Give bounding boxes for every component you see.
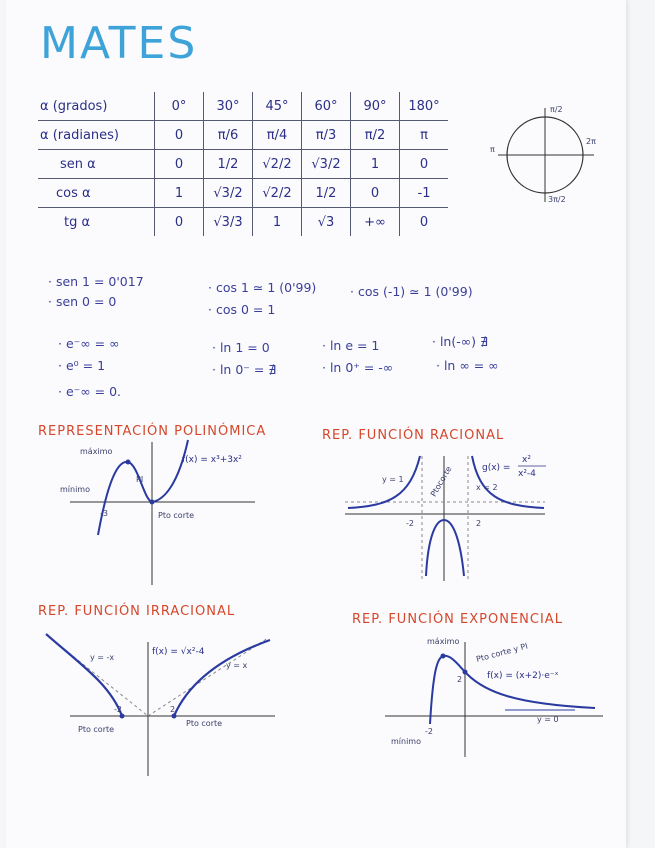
exp-max-point xyxy=(441,654,446,659)
table-row xyxy=(38,208,448,237)
rational-func-prefix: g(x) = xyxy=(482,463,511,473)
table-cell: π/4 xyxy=(253,121,302,150)
exp-func-label: f(x) = (x+2)·e⁻ˣ xyxy=(487,671,559,681)
formula-ln-inf: · ln ∞ = ∞ xyxy=(436,358,499,373)
table-cell: 180° xyxy=(400,92,449,121)
circle-top-label: π/2 xyxy=(550,105,563,114)
poly-min-label: mínimo xyxy=(60,485,90,494)
exp-corte-label: Pto corte y PI xyxy=(475,641,529,664)
row-label-cos: cos α xyxy=(38,179,155,208)
unit-circle-diagram xyxy=(490,100,610,210)
formula-ln0neg: · ln 0⁻ = ∄ xyxy=(212,362,277,377)
formula-ln0pos: · ln 0⁺ = -∞ xyxy=(322,360,394,375)
table-cell: 0 xyxy=(155,121,204,150)
table-cell: -1 xyxy=(400,179,449,208)
table-cell: √3 xyxy=(302,208,351,237)
formula-cos0: · cos 0 = 1 xyxy=(208,302,276,317)
section-title-exponential: REP. FUNCIÓN EXPONENCIAL xyxy=(352,612,563,627)
irrational-graph xyxy=(40,628,280,778)
rational-tick-right: 2 xyxy=(476,519,482,528)
row-label-tan: tg α xyxy=(38,208,155,237)
formula-ln-neg-inf: · ln(-∞) ∄ xyxy=(432,334,488,349)
formula-ln1: · ln 1 = 0 xyxy=(212,340,270,355)
table-row xyxy=(38,121,448,150)
irrational-asym-left-label: y = -x xyxy=(90,653,115,662)
formula-lne: · ln e = 1 xyxy=(322,338,380,353)
table-cell: 0° xyxy=(155,92,204,121)
poly-pi-label: PI xyxy=(136,475,144,484)
circle-left-label: π xyxy=(490,145,495,154)
irrational-tick-right: 2 xyxy=(170,705,176,714)
rational-note: Ptocorte xyxy=(428,464,454,499)
table-cell: 0 xyxy=(155,208,204,237)
table-cell: √3/2 xyxy=(302,150,351,179)
table-cell: 0 xyxy=(400,208,449,237)
irrational-func-label: f(x) = √x²-4 xyxy=(152,647,205,657)
table-cell: √3/3 xyxy=(204,208,253,237)
poly-max-label: máximo xyxy=(80,447,113,456)
rational-curve-middle xyxy=(426,520,464,576)
formula-sen0: · sen 0 = 0 xyxy=(48,294,117,309)
formula-e0: · e⁰ = 1 xyxy=(58,358,106,373)
poly-min-point xyxy=(150,500,155,505)
exp-corte-point xyxy=(463,670,468,675)
exp-min-label: mínimo xyxy=(391,737,421,746)
irrational-asym-right-label: y = x xyxy=(226,661,248,670)
formula-sen1: · sen 1 = 0'017 xyxy=(48,274,144,289)
table-cell: 0 xyxy=(400,150,449,179)
row-label-radians: α (radianes) xyxy=(38,121,155,150)
table-cell: √3/2 xyxy=(204,179,253,208)
formula-e-neg-inf: · e⁻∞ = ∞ xyxy=(58,336,120,351)
row-label-sin: sen α xyxy=(38,150,155,179)
rational-tick-left: -2 xyxy=(406,519,414,528)
table-cell: √2/2 xyxy=(253,179,302,208)
irrational-corte-left: Pto corte xyxy=(78,725,115,734)
table-cell: 0 xyxy=(351,179,400,208)
poly-corte-label: Pto corte xyxy=(158,511,195,520)
exponential-graph xyxy=(385,632,605,762)
table-row xyxy=(38,92,448,121)
irrational-corte-right: Pto corte xyxy=(186,719,223,728)
page-title: MATES xyxy=(40,18,198,69)
formula-e-neg: · e⁻∞ = 0. xyxy=(58,384,121,399)
rational-asym-left-label: y = 1 xyxy=(382,475,404,484)
table-cell: 60° xyxy=(302,92,351,121)
exp-curve xyxy=(430,656,595,724)
poly-max-point xyxy=(126,460,131,465)
table-cell: π/3 xyxy=(302,121,351,150)
exp-asym-label: y = 0 xyxy=(537,715,559,724)
table-cell: √2/2 xyxy=(253,150,302,179)
circle-bottom-label: 3π/2 xyxy=(548,195,566,204)
table-cell: 30° xyxy=(204,92,253,121)
table-cell: +∞ xyxy=(351,208,400,237)
irrational-point-right xyxy=(172,714,177,719)
section-title-polynomial: REPRESENTACIÓN POLINÓMICA xyxy=(38,424,267,439)
rational-func-den: x²-4 xyxy=(518,469,536,479)
table-row xyxy=(38,150,448,179)
formula-cosneg: · cos (-1) ≃ 1 (0'99) xyxy=(350,284,473,299)
exp-max-label: máximo xyxy=(427,637,460,646)
table-cell: 1/2 xyxy=(302,179,351,208)
exp-tick-y: 2 xyxy=(457,675,463,684)
formula-cos1: · cos 1 ≃ 1 (0'99) xyxy=(208,280,317,295)
table-cell: 1 xyxy=(351,150,400,179)
circle-right-label: 2π xyxy=(586,137,596,146)
rational-graph xyxy=(340,446,550,586)
poly-tick-neg3: -3 xyxy=(100,509,108,518)
exp-tick-left: -2 xyxy=(425,727,433,736)
table-cell: π/6 xyxy=(204,121,253,150)
trig-table xyxy=(38,92,448,236)
irrational-tick-left: -2 xyxy=(114,705,122,714)
table-cell: 0 xyxy=(155,150,204,179)
poly-func-label: f(x) = x³+3x² xyxy=(182,455,242,465)
rational-asym-right-label: x = 2 xyxy=(476,483,498,492)
section-title-rational: REP. FUNCIÓN RACIONAL xyxy=(322,428,505,443)
irrational-curve-left xyxy=(46,634,122,716)
table-cell: 1 xyxy=(155,179,204,208)
table-cell: 1/2 xyxy=(204,150,253,179)
section-title-irrational: REP. FUNCIÓN IRRACIONAL xyxy=(38,604,236,619)
rational-func-num: x² xyxy=(522,455,531,465)
polynomial-graph xyxy=(60,440,260,590)
table-cell: π xyxy=(400,121,449,150)
table-cell: 45° xyxy=(253,92,302,121)
row-label-degrees: α (grados) xyxy=(38,92,155,121)
table-cell: 90° xyxy=(351,92,400,121)
table-cell: 1 xyxy=(253,208,302,237)
table-row xyxy=(38,179,448,208)
irrational-point-left xyxy=(120,714,125,719)
table-cell: π/2 xyxy=(351,121,400,150)
